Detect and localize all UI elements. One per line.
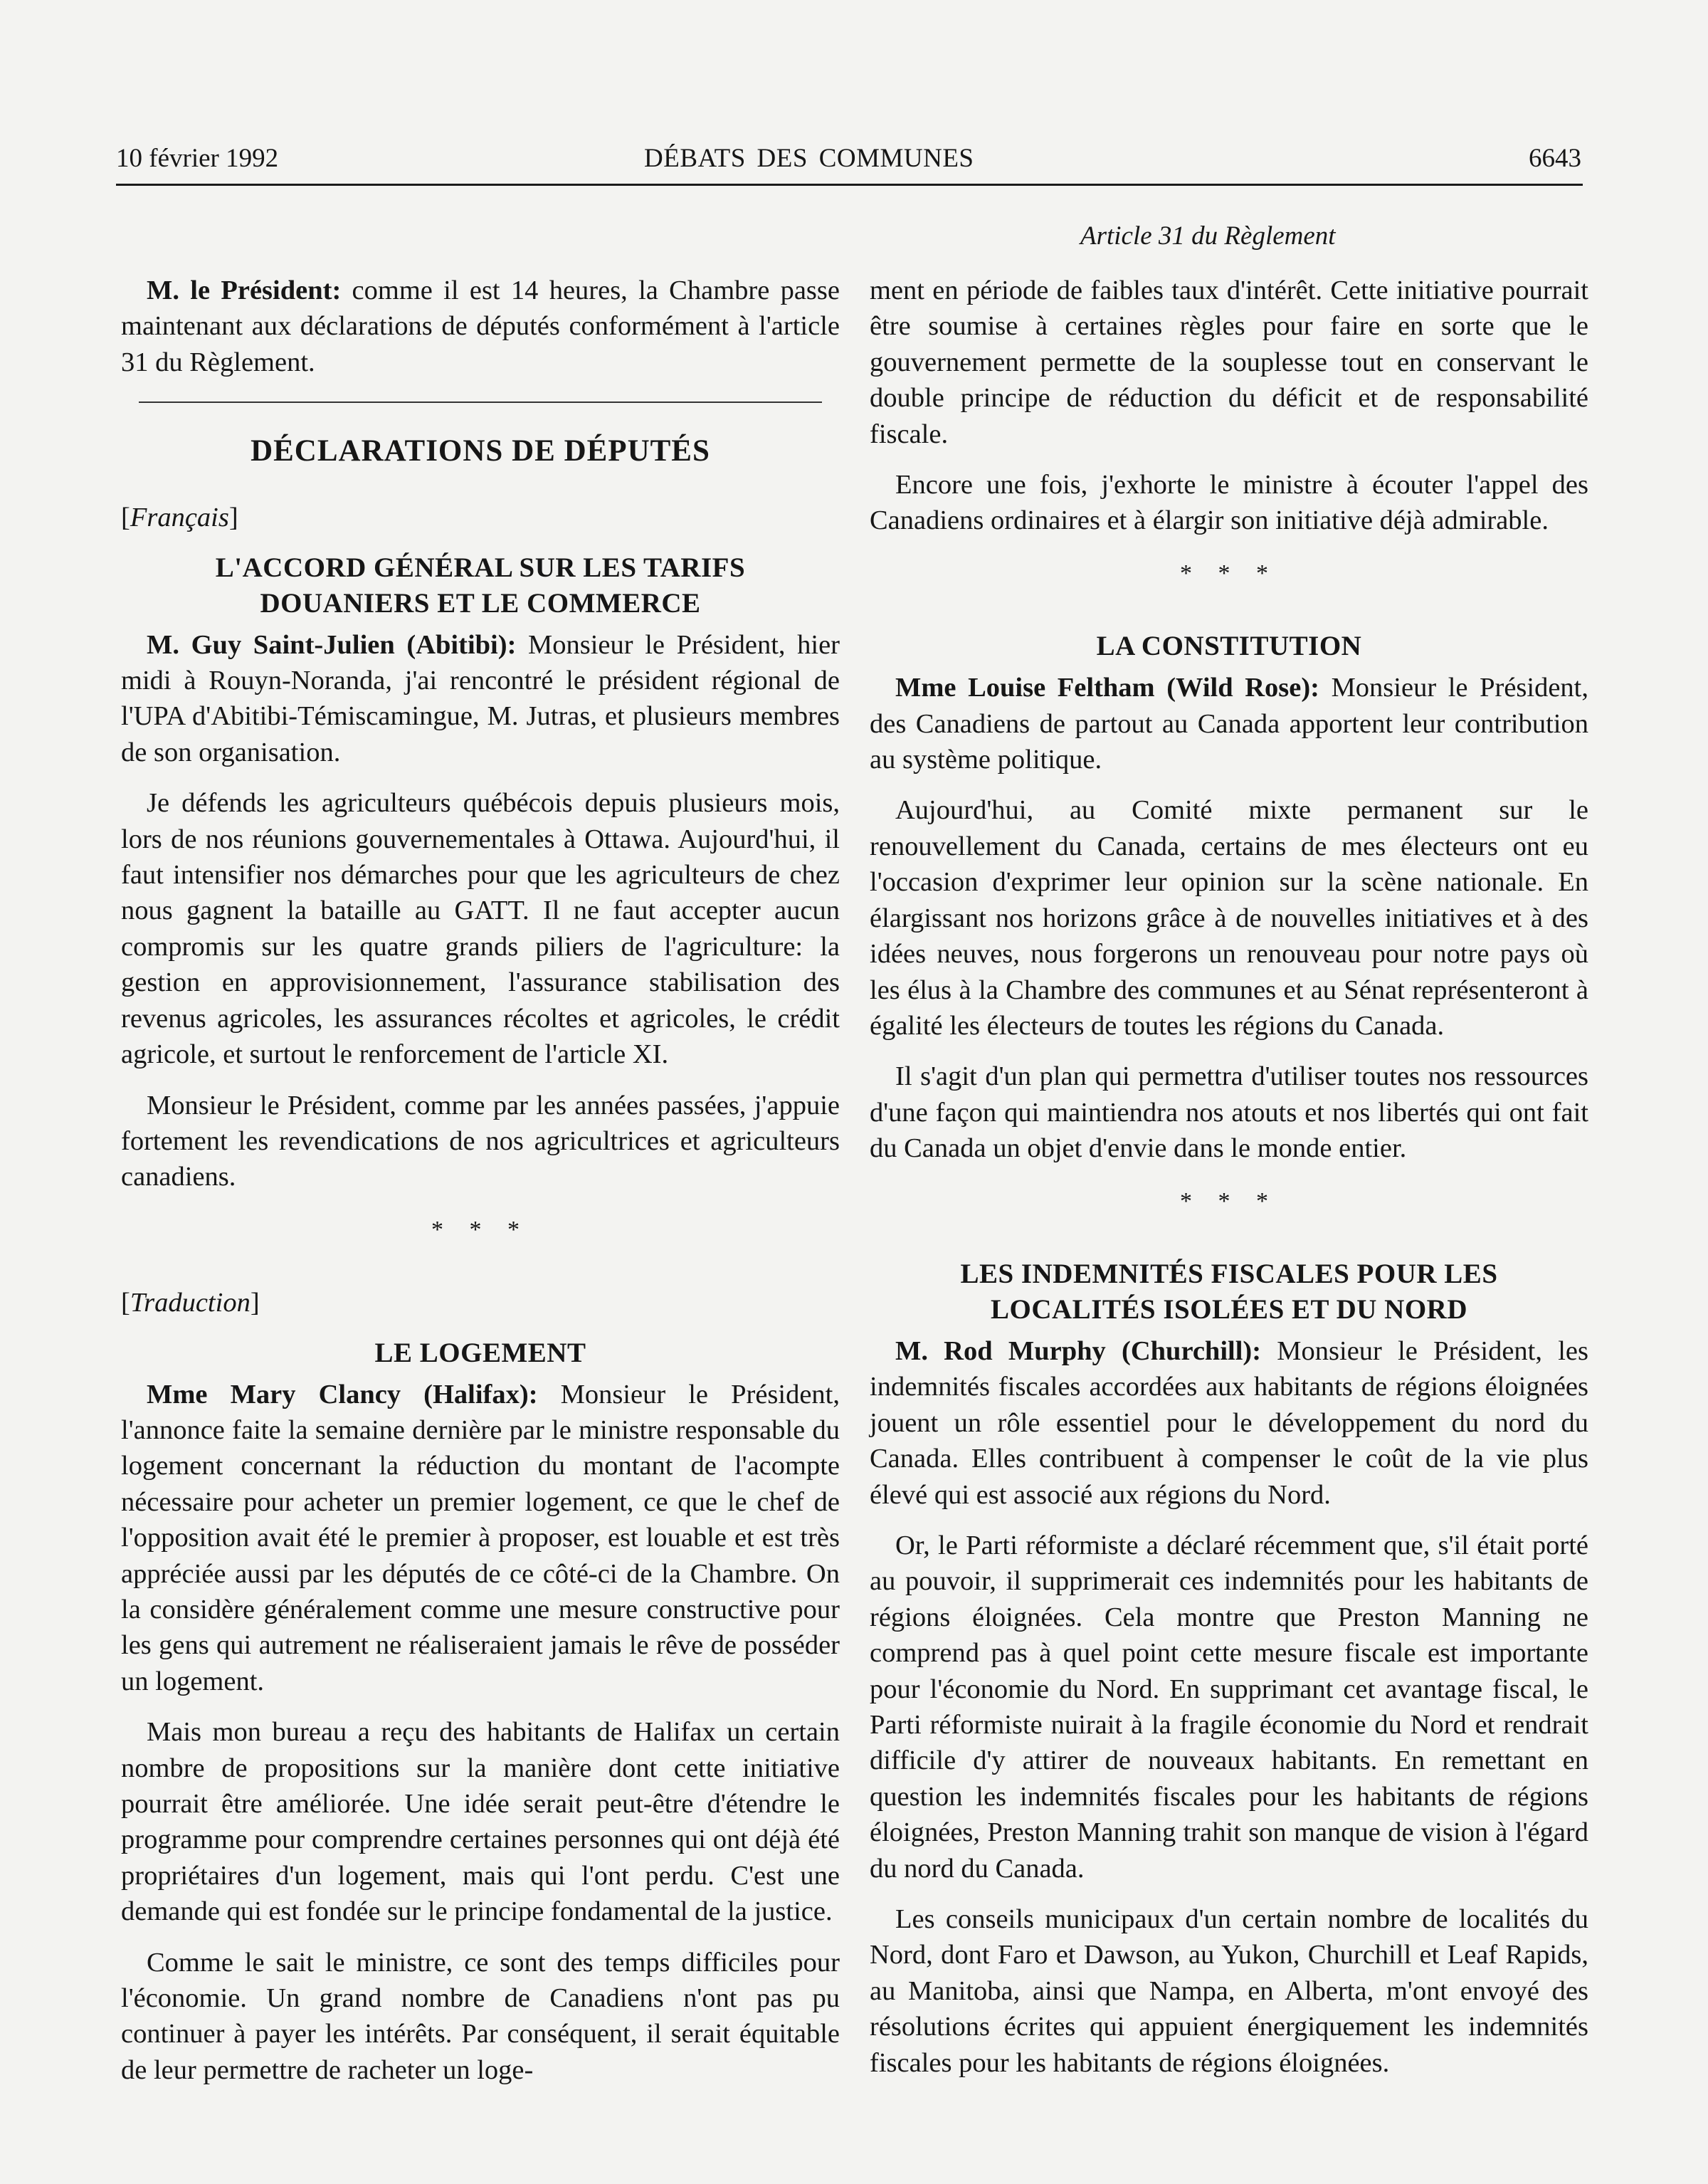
topic-heading: LES INDEMNITÉS FISCALES POUR LES LOCALITÉS ISOLÉES ET DU NORD bbox=[960, 1258, 1498, 1325]
speaker-name: Mme Mary Clancy (Halifax): bbox=[147, 1379, 538, 1409]
topic-heading: L'ACCORD GÉNÉRAL SUR LES TARIFS DOUANIERS ET LE COMMERCE bbox=[215, 552, 746, 619]
statement-paragraph: Mme Mary Clancy (Halifax): Monsieur le Président, l'annonce faite la semaine dernière par le ministre responsable du logement concernant la réduction du montant de l'acompte nécessaire pour acheter un premier logement, ce que le chef de l'opposition avait été le premier à proposer, est louable et est très appréciée aussi par les députés de ce côté-ci de la Chambre. On la considère généralement comme une mesure constructive pour les gens qui autrement ne réaliseraient jamais le rêve de posséder un logement. bbox=[121, 1379, 840, 1696]
language-tag: [Traduction] bbox=[121, 1288, 260, 1318]
right-column bbox=[870, 273, 1588, 2096]
statement-paragraph-continued: ment en période de faibles taux d'intérêt. Cette initiative pourrait être soumise à certaines règles pour faire en sorte que le gouvernement permette de la souplesse tout en conservant le double principe de réduction du déficit et de responsabilité fiscale. bbox=[870, 275, 1588, 449]
intro-paragraph bbox=[121, 273, 840, 380]
statement-paragraph: Je défends les agriculteurs québécois depuis plusieurs mois, lors de nos réunions gouvernementales à Ottawa. Aujourd'hui, il faut intensifier nos démarches pour que les agriculteurs de chez nous gagnent la bataille au GATT. Il ne faut accepter aucun compromis sur les quatre grands piliers de l'agriculture: la gestion en approvisionnement, l'assurance stabilisation des revenus agricoles, les assurances récoltes et agricoles, le crédit agricole, et surtout le renforcement de l'article XI. bbox=[121, 788, 840, 1070]
statement-paragraph: Or, le Parti réformiste a déclaré récemment que, s'il était porté au pouvoir, il supprimerait ces indemnités pour les habitants de régions éloignées. Cela montre que Preston Manning ne comprend pas à quel point cette mesure fiscale est importante pour l'économie du Nord. En supprimant cet avantage fiscal, le Parti réformiste nuirait à la fragile économie du Nord et rendrait difficile d'y attirer de nouveaux habitants. En remettant en question les indemnités fiscales pour les habitants de régions éloignées, Preston Manning trahit son manque de vision à l'égard du nord du Canada. bbox=[870, 1530, 1588, 1884]
statement-paragraph: Aujourd'hui, au Comité mixte permanent sur le renouvellement du Canada, certains de mes électeurs ont eu l'occasion d'exprimer leur opinion sur la scène nationale. En élargissant nos horizons grâce à de nouvelles initiatives et à des idées neuves, nous forgerons un renouveau pour notre pays où les élus à la Chambre des communes et au Sénat représenteront à égalité les électeurs de toutes les régions du Canada. bbox=[870, 795, 1588, 1041]
header-page-number: 6643 bbox=[1529, 144, 1581, 173]
header-date: 10 février 1992 bbox=[116, 144, 279, 173]
speaker-name: M. le Président: bbox=[147, 275, 342, 305]
statement-paragraph: Comme le sait le ministre, ce sont des temps difficiles pour l'économie. Un grand nombre de Canadiens n'ont pas pu continuer à payer les intérêts. Par conséquent, il serait équitable de leur permettre de racheter un loge- bbox=[121, 1947, 840, 2085]
separator-stars: * * * bbox=[431, 1216, 529, 1243]
statement-paragraph: Mais mon bureau a reçu des habitants de Halifax un certain nombre de propositions sur la manière dont cette initiative pourrait être améliorée. Une idée serait peut-être d'étendre le programme pour comprendre certaines personnes qui ont déjà été propriétaires d'un logement, mais qui l'ont perdu. C'est une demande qui est fondée sur le principe fondamental de la justice. bbox=[121, 1717, 840, 1927]
speaker-name: Mme Louise Feltham (Wild Rose): bbox=[895, 673, 1319, 703]
statement-paragraph: Mme Louise Feltham (Wild Rose): Monsieur le Président, des Canadiens de partout au Canada apportent leur contribution au système politique. bbox=[870, 673, 1588, 775]
separator-stars: * * * bbox=[1180, 1187, 1278, 1214]
language-tag: [Français] bbox=[121, 503, 238, 533]
topic-heading: LE LOGEMENT bbox=[374, 1337, 586, 1368]
statement-paragraph: Monsieur le Président, comme par les années passées, j'appuie fortement les revendications de nos agricultrices et agriculteurs canadiens. bbox=[121, 1090, 840, 1192]
separator-stars: * * * bbox=[1180, 560, 1278, 587]
running-subhead: Article 31 du Règlement bbox=[1080, 221, 1336, 251]
statement-paragraph: M. Rod Murphy (Churchill): Monsieur le Président, les indemnités fiscales accordées aux habitants de régions éloignées jouent un rôle essentiel pour le développement du nord du Canada. Elles contribuent à compenser le coût de la vie plus élevé qui est associé aux régions du Nord. bbox=[870, 1335, 1588, 1510]
speaker-name: M. Guy Saint-Julien (Abitibi): bbox=[147, 629, 517, 660]
section-divider bbox=[139, 401, 822, 403]
header-title: DÉBATS DES COMMUNES bbox=[644, 144, 974, 173]
header-rule bbox=[116, 184, 1583, 186]
statement-paragraph: Les conseils municipaux d'un certain nombre de localités du Nord, dont Faro et Dawson, au Yukon, Churchill et Leaf Rapids, au Manitoba, ainsi que Nampa, en Alberta, m'ont envoyé des résolutions écrites qui appuient énergiquement les indemnités fiscales pour les habitants de régions éloignées. bbox=[870, 1904, 1588, 2078]
left-column bbox=[121, 273, 840, 2103]
statement-paragraph: Encore une fois, j'exhorte le ministre à écouter l'appel des Canadiens ordinaires et à élargir son initiative déjà admirable. bbox=[870, 470, 1588, 536]
paragraph-text: comme il est 14 heures, la Chambre passe maintenant aux déclarations de députés conformément à l'article 31 du Règlement. bbox=[121, 275, 840, 377]
topic-heading: LA CONSTITUTION bbox=[1096, 631, 1362, 662]
speaker-name: M. Rod Murphy (Churchill): bbox=[895, 1335, 1262, 1366]
statement-paragraph: Il s'agit d'un plan qui permettra d'utiliser toutes nos ressources d'une façon qui maintiendra nos atouts et nos libertés qui ont fait du Canada un objet d'envie dans le monde entier. bbox=[870, 1061, 1588, 1164]
statement-paragraph: M. Guy Saint-Julien (Abitibi): Monsieur le Président, hier midi à Rouyn-Noranda, j'ai rencontré le président régional de l'UPA d'Abitibi-Témiscamingue, M. Jutras, et plusieurs membres de son organisation. bbox=[121, 629, 840, 767]
section-title: DÉCLARATIONS DE DÉPUTÉS bbox=[251, 434, 710, 468]
